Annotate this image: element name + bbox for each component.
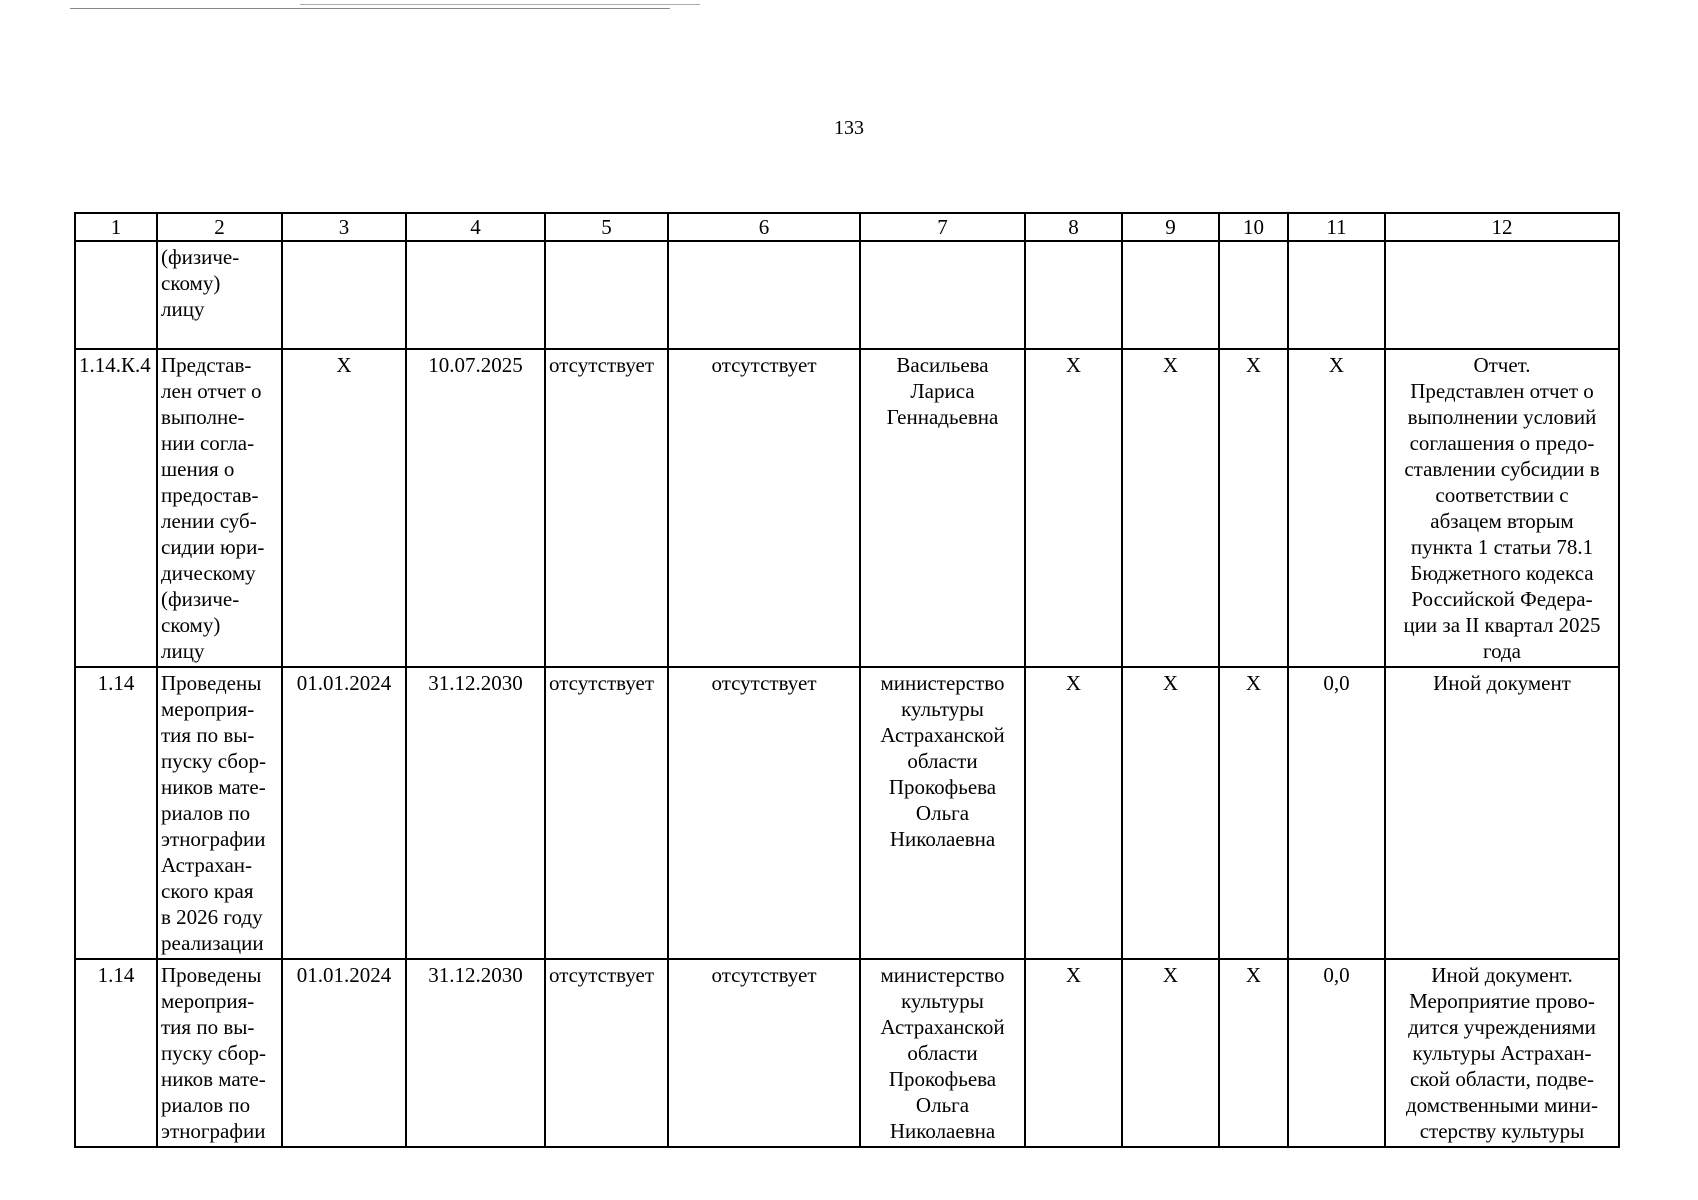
column-header: 2 — [157, 213, 282, 241]
column-header: 11 — [1288, 213, 1385, 241]
cell-text: отсутствует — [549, 353, 655, 377]
document-table — [74, 212, 1620, 1148]
table-cell — [406, 241, 545, 349]
cell-text: (физиче- скому) лицу — [161, 245, 240, 321]
cell-text: 01.01.2024 — [296, 671, 392, 695]
cell-text: отсутствует — [549, 671, 655, 695]
table-cell — [157, 667, 282, 959]
column-header: 3 — [282, 213, 406, 241]
table-cell — [1025, 959, 1122, 1147]
table-cell — [1025, 349, 1122, 667]
cell-text: X — [1162, 353, 1179, 377]
cell-text: отсутствует — [711, 353, 817, 377]
table-cell — [1385, 241, 1619, 349]
cell-text: 1.14 — [97, 963, 135, 987]
column-header: 10 — [1219, 213, 1288, 241]
table-cell — [1288, 349, 1385, 667]
table-cell — [157, 349, 282, 667]
table-cell — [1219, 241, 1288, 349]
cell-text: X — [1162, 963, 1179, 987]
cell-text: отсутствует — [549, 963, 655, 987]
cell-text: 0,0 — [1323, 963, 1350, 987]
table-cell — [75, 667, 157, 959]
table-cell — [545, 667, 668, 959]
table-cell — [157, 241, 282, 349]
column-header: 12 — [1385, 213, 1619, 241]
table-cell — [1122, 349, 1219, 667]
table-cell — [406, 349, 545, 667]
table-cell — [282, 959, 406, 1147]
table-cell — [75, 241, 157, 349]
cell-text: X — [1162, 671, 1179, 695]
cell-text: отсутствует — [711, 963, 817, 987]
table-cell — [406, 667, 545, 959]
table-cell — [1219, 959, 1288, 1147]
table-cell — [668, 241, 860, 349]
cell-text: 01.01.2024 — [296, 963, 392, 987]
page-number: 133 — [834, 117, 864, 139]
cell-text: X — [336, 353, 352, 377]
cell-text: Представ- лен отчет о выполне- нии согла- шения о предостав- лении суб- сидии юри- дическому (физиче- скому) лицу — [161, 353, 265, 663]
cell-text: Проведены мероприя- тия по вы- пуску сбор- ников мате- риалов по этнографии — [161, 963, 266, 1143]
table-cell — [406, 959, 545, 1147]
table-cell — [545, 349, 668, 667]
cell-text: X — [1245, 963, 1262, 987]
table-cell — [282, 667, 406, 959]
cell-text: Проведены мероприя- тия по вы- пуску сбор- ников мате- риалов по этнографии Астрахан- ского края в 2026 году реализации — [161, 671, 266, 955]
column-header: 6 — [668, 213, 860, 241]
table-cell — [1385, 349, 1619, 667]
table-cell — [1288, 959, 1385, 1147]
table-cell — [860, 349, 1025, 667]
table-row — [75, 349, 1619, 667]
table-cell — [1025, 241, 1122, 349]
table-cell — [860, 241, 1025, 349]
cell-text: 1.14.К.4 — [79, 353, 151, 377]
cell-text: X — [1245, 353, 1262, 377]
table-cell — [668, 959, 860, 1147]
cell-text: X — [1245, 671, 1262, 695]
table-cell — [1288, 667, 1385, 959]
cell-text: 31.12.2030 — [428, 671, 523, 695]
table-header-row — [75, 213, 1619, 241]
cell-text: 1.14 — [97, 671, 135, 695]
cell-text: министерство культуры Астраханской области Прокофьева Ольга Николаевна — [880, 963, 1005, 1143]
table-cell — [1122, 241, 1219, 349]
table-cell — [282, 241, 406, 349]
cell-text: Васильева Лариса Геннадьевна — [886, 353, 999, 429]
cell-text: Иной документ. Мероприятие прово- дится учреждениями культуры Астрахан- ской области, подве- домственными мини- стерству культуры — [1405, 963, 1599, 1143]
cell-text: отсутствует — [711, 671, 817, 695]
cell-text: X — [1065, 353, 1082, 377]
table-cell — [282, 349, 406, 667]
table-cell — [668, 349, 860, 667]
table-row — [75, 241, 1619, 349]
scan-artifact-line — [70, 8, 670, 9]
table-cell — [860, 959, 1025, 1147]
cell-text: министерство культуры Астраханской области Прокофьева Ольга Николаевна — [880, 671, 1005, 851]
table-cell — [545, 959, 668, 1147]
cell-text: Отчет. Представлен отчет о выполнении условий соглашения о предо- ставлении субсидии в соответствии с абзацем вторым пункта 1 статьи 78.1 Бюджетного кодекса Российской Федера- ции за II квартал 2025 года — [1403, 353, 1601, 663]
cell-text: 0,0 — [1323, 671, 1350, 695]
cell-text: 10.07.2025 — [428, 353, 523, 377]
table-cell — [1122, 667, 1219, 959]
column-header: 7 — [860, 213, 1025, 241]
column-header: 4 — [406, 213, 545, 241]
cell-text: X — [1328, 353, 1345, 377]
column-header: 9 — [1122, 213, 1219, 241]
table-cell — [157, 959, 282, 1147]
cell-text: Иной документ — [1433, 671, 1571, 695]
column-header: 1 — [75, 213, 157, 241]
table-cell — [1385, 667, 1619, 959]
table-cell — [1219, 667, 1288, 959]
table-cell — [545, 241, 668, 349]
table-row — [75, 959, 1619, 1147]
table-cell — [75, 959, 157, 1147]
column-header: 5 — [545, 213, 668, 241]
table-cell — [1385, 959, 1619, 1147]
table-cell — [1219, 349, 1288, 667]
cell-text: X — [1065, 671, 1082, 695]
cell-text: 31.12.2030 — [428, 963, 523, 987]
table-cell — [1122, 959, 1219, 1147]
scan-artifact-line — [300, 4, 700, 5]
table-cell — [860, 667, 1025, 959]
cell-text: X — [1065, 963, 1082, 987]
column-header: 8 — [1025, 213, 1122, 241]
table-row — [75, 667, 1619, 959]
table-cell — [1288, 241, 1385, 349]
table-cell — [75, 349, 157, 667]
table-cell — [668, 667, 860, 959]
table-cell — [1025, 667, 1122, 959]
